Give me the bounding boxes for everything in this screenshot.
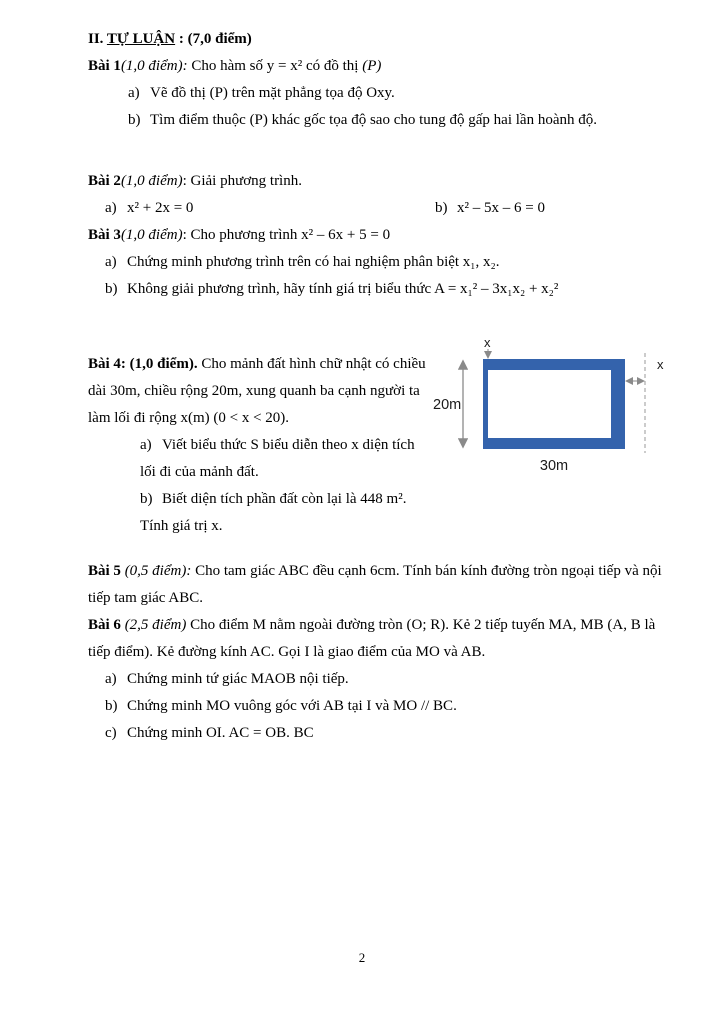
item-marker: b)	[128, 112, 141, 128]
problem-6-items	[88, 666, 676, 747]
item-text: Tìm điểm thuộc (P) khác gốc tọa độ sao cho tung độ gấp hai lần hoành độ.	[150, 112, 597, 128]
problem-4-block	[88, 335, 676, 540]
problem-3-statement	[88, 222, 676, 249]
problem-4-text: Cho mảnh đất hình chữ nhật có chiều dài 30m, chiều rộng 20m, xung quanh ba cạnh người ta làm lối đi rộng x(m) (0 < x < 20).	[88, 356, 426, 426]
item-text: Chứng minh OI. AC = OB. BC	[127, 725, 314, 741]
page-number: 2	[358, 950, 366, 965]
problem-5-statement	[88, 558, 676, 612]
item-text: Chứng minh phương trình trên có hai nghiệm phân biệt x₁, x₂.	[127, 254, 500, 270]
problem-4-label: Bài 4: (1,0 điểm).	[88, 356, 198, 372]
problem-5-points: (0,5 điểm):	[124, 563, 192, 579]
problem-5-label: Bài 5	[88, 563, 125, 579]
problem-4-items	[88, 432, 433, 540]
problem-2-item-b	[435, 195, 545, 222]
problem-6-label: Bài 6	[88, 617, 125, 633]
problem-3-text: : Cho phương trình x² – 6x + 5 = 0	[182, 227, 391, 243]
section-title-underlined: TỰ LUẬN	[106, 31, 176, 47]
problem-2-items	[88, 195, 676, 222]
section-title	[88, 26, 676, 53]
land-figure	[433, 335, 676, 487]
problem-4-item-b	[140, 486, 433, 540]
problem-6-points: (2,5 điểm)	[124, 617, 187, 633]
problem-5-text: Cho tam giác ABC đều cạnh 6cm. Tính bán kính đường tròn ngoại tiếp và nội tiếp tam giác ABC.	[88, 563, 662, 606]
item-text: Chứng minh tứ giác MAOB nội tiếp.	[127, 671, 349, 687]
label-20m: 20m	[433, 397, 462, 413]
problem-1-statement	[88, 53, 676, 80]
item-marker: a)	[128, 85, 140, 101]
problem-6-item-a	[105, 666, 676, 693]
item-marker: a)	[105, 671, 117, 687]
section-title-suffix: : (7,0 điểm)	[175, 31, 252, 47]
item-marker: a)	[140, 437, 152, 453]
problem-4-statement	[88, 351, 433, 432]
label-30m: 30m	[539, 458, 569, 474]
item-text: Biết diện tích phần đất còn lại là 448 m². Tính giá trị x.	[140, 491, 407, 534]
problem-1-items	[88, 80, 676, 134]
problem-1-item-b	[128, 107, 676, 134]
item-marker: c)	[105, 725, 117, 741]
item-text: Viết biểu thức S biểu diễn theo x diện tích lối đi của mảnh đất.	[140, 437, 415, 480]
problem-1-item-a	[128, 80, 676, 107]
problem-6-item-b	[105, 693, 676, 720]
problem-1-text: Cho hàm số y = x² có đồ thị	[187, 58, 363, 74]
label-top-x: x	[484, 335, 491, 350]
problem-4-item-a	[140, 432, 433, 486]
problem-2-points: (1,0 điểm)	[120, 173, 183, 189]
problem-3-items	[88, 249, 676, 303]
inner-land	[488, 370, 611, 438]
item-marker: b)	[435, 200, 448, 216]
problem-6-text: Cho điểm M nằm ngoài đường tròn (O; R). Kẻ 2 tiếp tuyến MA, MB (A, B là tiếp điểm). Kẻ đường kính AC. Gọi I là giao điểm của MO và AB.	[88, 617, 656, 660]
item-marker: b)	[105, 281, 118, 297]
problem-1-tail: (P)	[362, 58, 382, 74]
problem-6-item-c	[105, 720, 676, 747]
item-marker: a)	[105, 254, 117, 270]
item-marker: b)	[105, 698, 118, 714]
problem-4-text-column	[88, 351, 433, 540]
problem-2-item-a	[88, 195, 435, 222]
section-title-prefix: II.	[88, 31, 107, 47]
rectangle-land-diagram	[433, 335, 676, 487]
problem-1-points: (1,0 điểm):	[120, 58, 188, 74]
item-text: Vẽ đồ thị (P) trên mặt phẳng tọa độ Oxy.	[150, 85, 395, 101]
problem-3-points: (1,0 điểm)	[120, 227, 183, 243]
item-marker: b)	[140, 491, 153, 507]
item-text: Chứng minh MO vuông góc với AB tại I và MO // BC.	[127, 698, 457, 714]
label-right-x: x	[657, 357, 664, 372]
item-text: Không giải phương trình, hãy tính giá trị biểu thức A = x₁² – 3x₁x₂ + x₂²	[127, 281, 559, 297]
page-content	[88, 26, 676, 747]
problem-6-statement	[88, 612, 676, 666]
equation: x² + 2x = 0	[127, 200, 194, 216]
problem-2-label: Bài 2	[88, 173, 121, 189]
problem-3-item-b	[105, 276, 676, 303]
problem-3-label: Bài 3	[88, 227, 121, 243]
item-marker: a)	[105, 200, 117, 216]
problem-2-text: : Giải phương trình.	[182, 173, 302, 189]
problem-2-statement	[88, 168, 676, 195]
problem-3-item-a	[105, 249, 676, 276]
equation: x² – 5x – 6 = 0	[457, 200, 545, 216]
problem-1-label: Bài 1	[88, 58, 121, 74]
